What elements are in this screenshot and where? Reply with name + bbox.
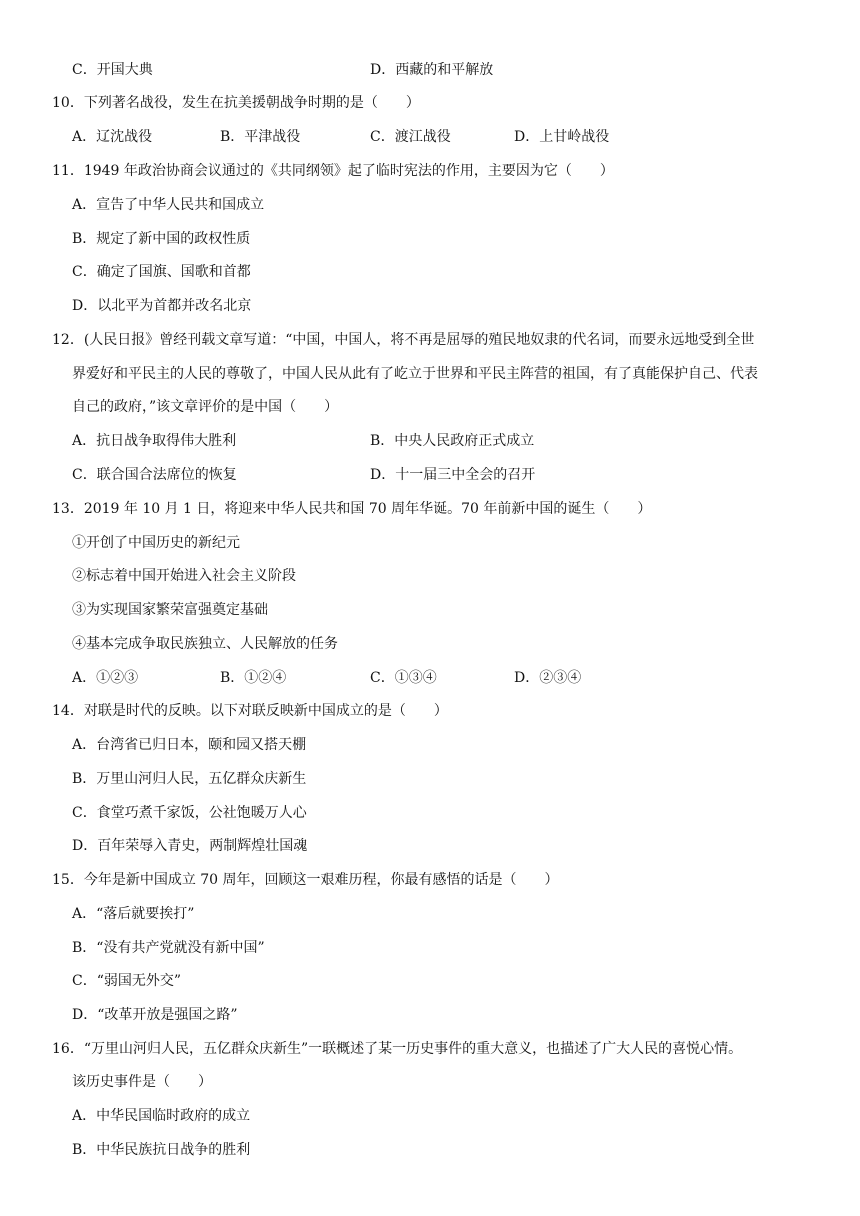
q9-option-c: C．开国大典 <box>72 62 153 78</box>
q15-option-a: A．“落后就要挨打” <box>72 906 195 922</box>
q14-option-a: A．台湾省已归日本，颐和园又搭天棚 <box>72 737 307 753</box>
q12-option-a: A．抗日战争取得伟大胜利 <box>72 433 237 449</box>
q11-option-c: C．确定了国旗、国歌和首都 <box>72 264 251 280</box>
q11-option-d: D．以北平为首都并改名北京 <box>72 298 252 314</box>
q12-stem-line-3: 自己的政府，”该文章评价的是中国（ ） <box>72 399 339 415</box>
q10-option-c: C．渡江战役 <box>370 129 451 145</box>
q13-option-a: A．①②③ <box>72 670 139 686</box>
q10-stem: 10．下列著名战役，发生在抗美援朝战争时期的是（ ） <box>52 95 420 111</box>
q11-stem: 11．1949 年政治协商会议通过的《共同纲领》起了临时宪法的作用，主要因为它（ ） <box>52 163 614 179</box>
q14-option-b: B．万里山河归人民，五亿群众庆新生 <box>72 771 307 787</box>
q14-option-d: D．百年荣辱入青史，两制辉煌壮国魂 <box>72 838 308 854</box>
q16-option-a: A．中华民国临时政府的成立 <box>72 1108 251 1124</box>
q16-stem-line-2: 该历史事件是（ ） <box>72 1074 212 1090</box>
q11-option-a: A．宣告了中华人民共和国成立 <box>72 197 265 213</box>
q13-statement-1: ①开创了中国历史的新纪元 <box>72 535 240 551</box>
q9-option-d: D．西藏的和平解放 <box>370 62 494 78</box>
q12-option-d: D．十一届三中全会的召开 <box>370 467 536 483</box>
q12-stem-line-2: 界爱好和平民主的人民的尊敬了，中国人民从此有了屹立于世界和平民主阵营的祖国，有了真能保护自己、代表 <box>72 366 758 382</box>
q15-option-d: D．“改革开放是强国之路” <box>72 1007 238 1023</box>
q13-statement-3: ③为实现国家繁荣富强奠定基础 <box>72 602 268 618</box>
q14-stem: 14．对联是时代的反映。以下对联反映新中国成立的是（ ） <box>52 703 448 719</box>
q16-stem-line-1: 16．“万里山河归人民，五亿群众庆新生”一联概述了某一历史事件的重大意义，也描述了广大人民的喜悦心情。 <box>52 1041 743 1057</box>
q12-option-c: C．联合国合法席位的恢复 <box>72 467 237 483</box>
q10-option-b: B．平津战役 <box>220 129 301 145</box>
q16-option-b: B．中华民族抗日战争的胜利 <box>72 1142 251 1158</box>
q12-option-b: B．中央人民政府正式成立 <box>370 433 535 449</box>
q13-statement-4: ④基本完成争取民族独立、人民解放的任务 <box>72 636 338 652</box>
q13-option-d: D．②③④ <box>514 670 582 686</box>
q13-option-c: C．①③④ <box>370 670 437 686</box>
q13-option-b: B．①②④ <box>220 670 287 686</box>
q12-stem-line-1: 12．(人民日报》曾经刊载文章写道：“中国，中国人，将不再是屈辱的殖民地奴隶的代名词，而要永远地受到全世 <box>52 332 755 348</box>
q15-option-c: C．“弱国无外交” <box>72 973 182 989</box>
q15-stem: 15．今年是新中国成立 70 周年，回顾这一艰难历程，你最有感悟的话是（ ） <box>52 872 559 888</box>
q14-option-c: C．食堂巧煮千家饭，公社饱暖万人心 <box>72 805 307 821</box>
q13-statement-2: ②标志着中国开始进入社会主义阶段 <box>72 568 296 584</box>
q13-stem: 13．2019 年 10 月 1 日，将迎来中华人民共和国 70 周年华诞。70 年前新中国的诞生（ ） <box>52 501 652 517</box>
q10-option-d: D．上甘岭战役 <box>514 129 610 145</box>
q10-option-a: A．辽沈战役 <box>72 129 153 145</box>
q11-option-b: B．规定了新中国的政权性质 <box>72 231 251 247</box>
q15-option-b: B．“没有共产党就没有新中国” <box>72 940 265 956</box>
